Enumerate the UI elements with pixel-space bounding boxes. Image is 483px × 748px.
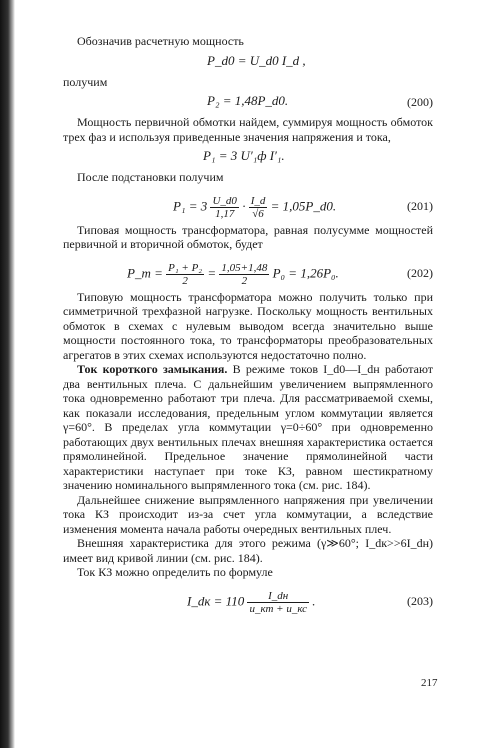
section-heading-short-circuit: Ток короткого замыкания.	[77, 362, 228, 376]
page-body	[63, 34, 433, 618]
intro-text-1: Обозначив расчетную мощность	[77, 34, 244, 48]
equation-200-number: (200)	[407, 95, 433, 109]
book-spine-shadow	[0, 0, 15, 748]
eq202-rhs: P₀ = 1,26P₀.	[272, 264, 339, 280]
eq202-frac1-den: 2	[182, 274, 188, 287]
equation-200-body: P₂ = 1,48P_d0.	[207, 93, 289, 108]
eq203-frac-num: I_dн	[247, 590, 308, 603]
paragraph-8: Ток КЗ можно определить по формуле	[77, 565, 273, 579]
eq201-lhs: P₁ = 3	[173, 197, 208, 213]
equation-203-body	[187, 590, 315, 615]
paragraph-6: Дальнейшее снижение выпрямленного напряжения при увеличении тока КЗ происходит из-за счет угла коммутации, а вследствие изменения момента начала работы очередных вентильных плеч.	[63, 492, 433, 536]
eq202-fraction-1	[166, 262, 204, 287]
equation-200	[63, 91, 433, 113]
equation-201-number: (201)	[407, 198, 433, 213]
eq202-fraction-2	[219, 262, 269, 287]
paragraph-3: Типовая мощность трансформатора, равная полусумме мощностей первичной и вторичной обмоток, будет	[63, 222, 433, 251]
eq202-frac2-num: 1,05+1,48	[221, 261, 268, 274]
equation-pd0	[63, 51, 433, 73]
page-number: 217	[421, 677, 438, 689]
equation-202	[63, 254, 433, 288]
eq203-rhs: .	[312, 592, 316, 608]
paragraph-7: Внешняя характеристика для этого режима (γ≫60°; I_dк>>6I_dн) имеет вид кривой линии (см. рис. 184).	[63, 536, 433, 565]
eq201-frac2-den: √6	[252, 207, 264, 220]
eq203-fraction	[247, 590, 308, 615]
equation-203-number: (203)	[407, 593, 433, 608]
eq201-rhs: = 1,05P_d0.	[270, 197, 337, 213]
equation-p1-body: P₁ = 3 U′₁ф I′₁.	[203, 148, 285, 163]
equation-203	[63, 582, 433, 616]
paragraph-2: После подстановки получим	[77, 170, 224, 184]
paragraph-1: Мощность первичной обмотки найдем, суммируя мощность обмоток трех фаз и используя приведенные значения напряжения и тока,	[63, 115, 433, 144]
eq201-frac1-num: U_d0	[212, 194, 237, 207]
eq201-dot: ·	[242, 197, 246, 213]
eq203-lhs: I_dк = 110	[187, 592, 245, 608]
paragraph-5	[63, 362, 433, 493]
equation-202-number: (202)	[407, 265, 433, 280]
equation-p1	[63, 146, 433, 168]
eq201-frac1-den: 1,17	[215, 207, 235, 220]
intro-text-2: получим	[63, 74, 108, 89]
equation-202-body	[127, 262, 339, 287]
eq202-lhs: P_т =	[127, 264, 163, 280]
eq203-frac-den: u_кт + u_кс	[249, 602, 307, 615]
paragraph-4: Типовую мощность трансформатора можно получить только при симметричной трехфазной нагрузке. Поскольку мощность вентильных обмоток в схемах с нулевым выводом всегда значительно выше мощности постоянного тока, то трансформаторы преобразовательных агрегатов в этих схемах используются недостаточно полно.	[63, 289, 433, 362]
eq201-frac2-num: I_d	[250, 194, 266, 207]
eq201-fraction-2	[249, 195, 268, 220]
eq201-fraction-1	[210, 195, 238, 220]
equation-201	[63, 187, 433, 221]
eq202-frac1-num: P₁ + P₂	[168, 261, 203, 274]
eq202-equals: =	[207, 264, 217, 280]
equation-pd0-body: P_d0 = U_d0 I_d ,	[207, 52, 306, 68]
paragraph-5-text: В режиме токов I_d0—I_dн работают два вентильных плеча. С дальнейшим увеличением выпрямленного тока одновременно работают три плеча. Для рассматриваемой схемы, как показали исследования, предельным углом коммутации является γ=60°. В пределах угла коммутации γ=0÷60° при одновременно работающих двух вентильных плечах внешняя характеристика остается прямолинейной. Предельное значение прямолинейной части характеристики наступает при токе КЗ, равном шестикратному значению номинального выпрямленного тока (см. рис. 184).	[63, 362, 434, 492]
eq202-frac2-den: 2	[241, 274, 248, 287]
equation-201-body	[173, 195, 336, 220]
